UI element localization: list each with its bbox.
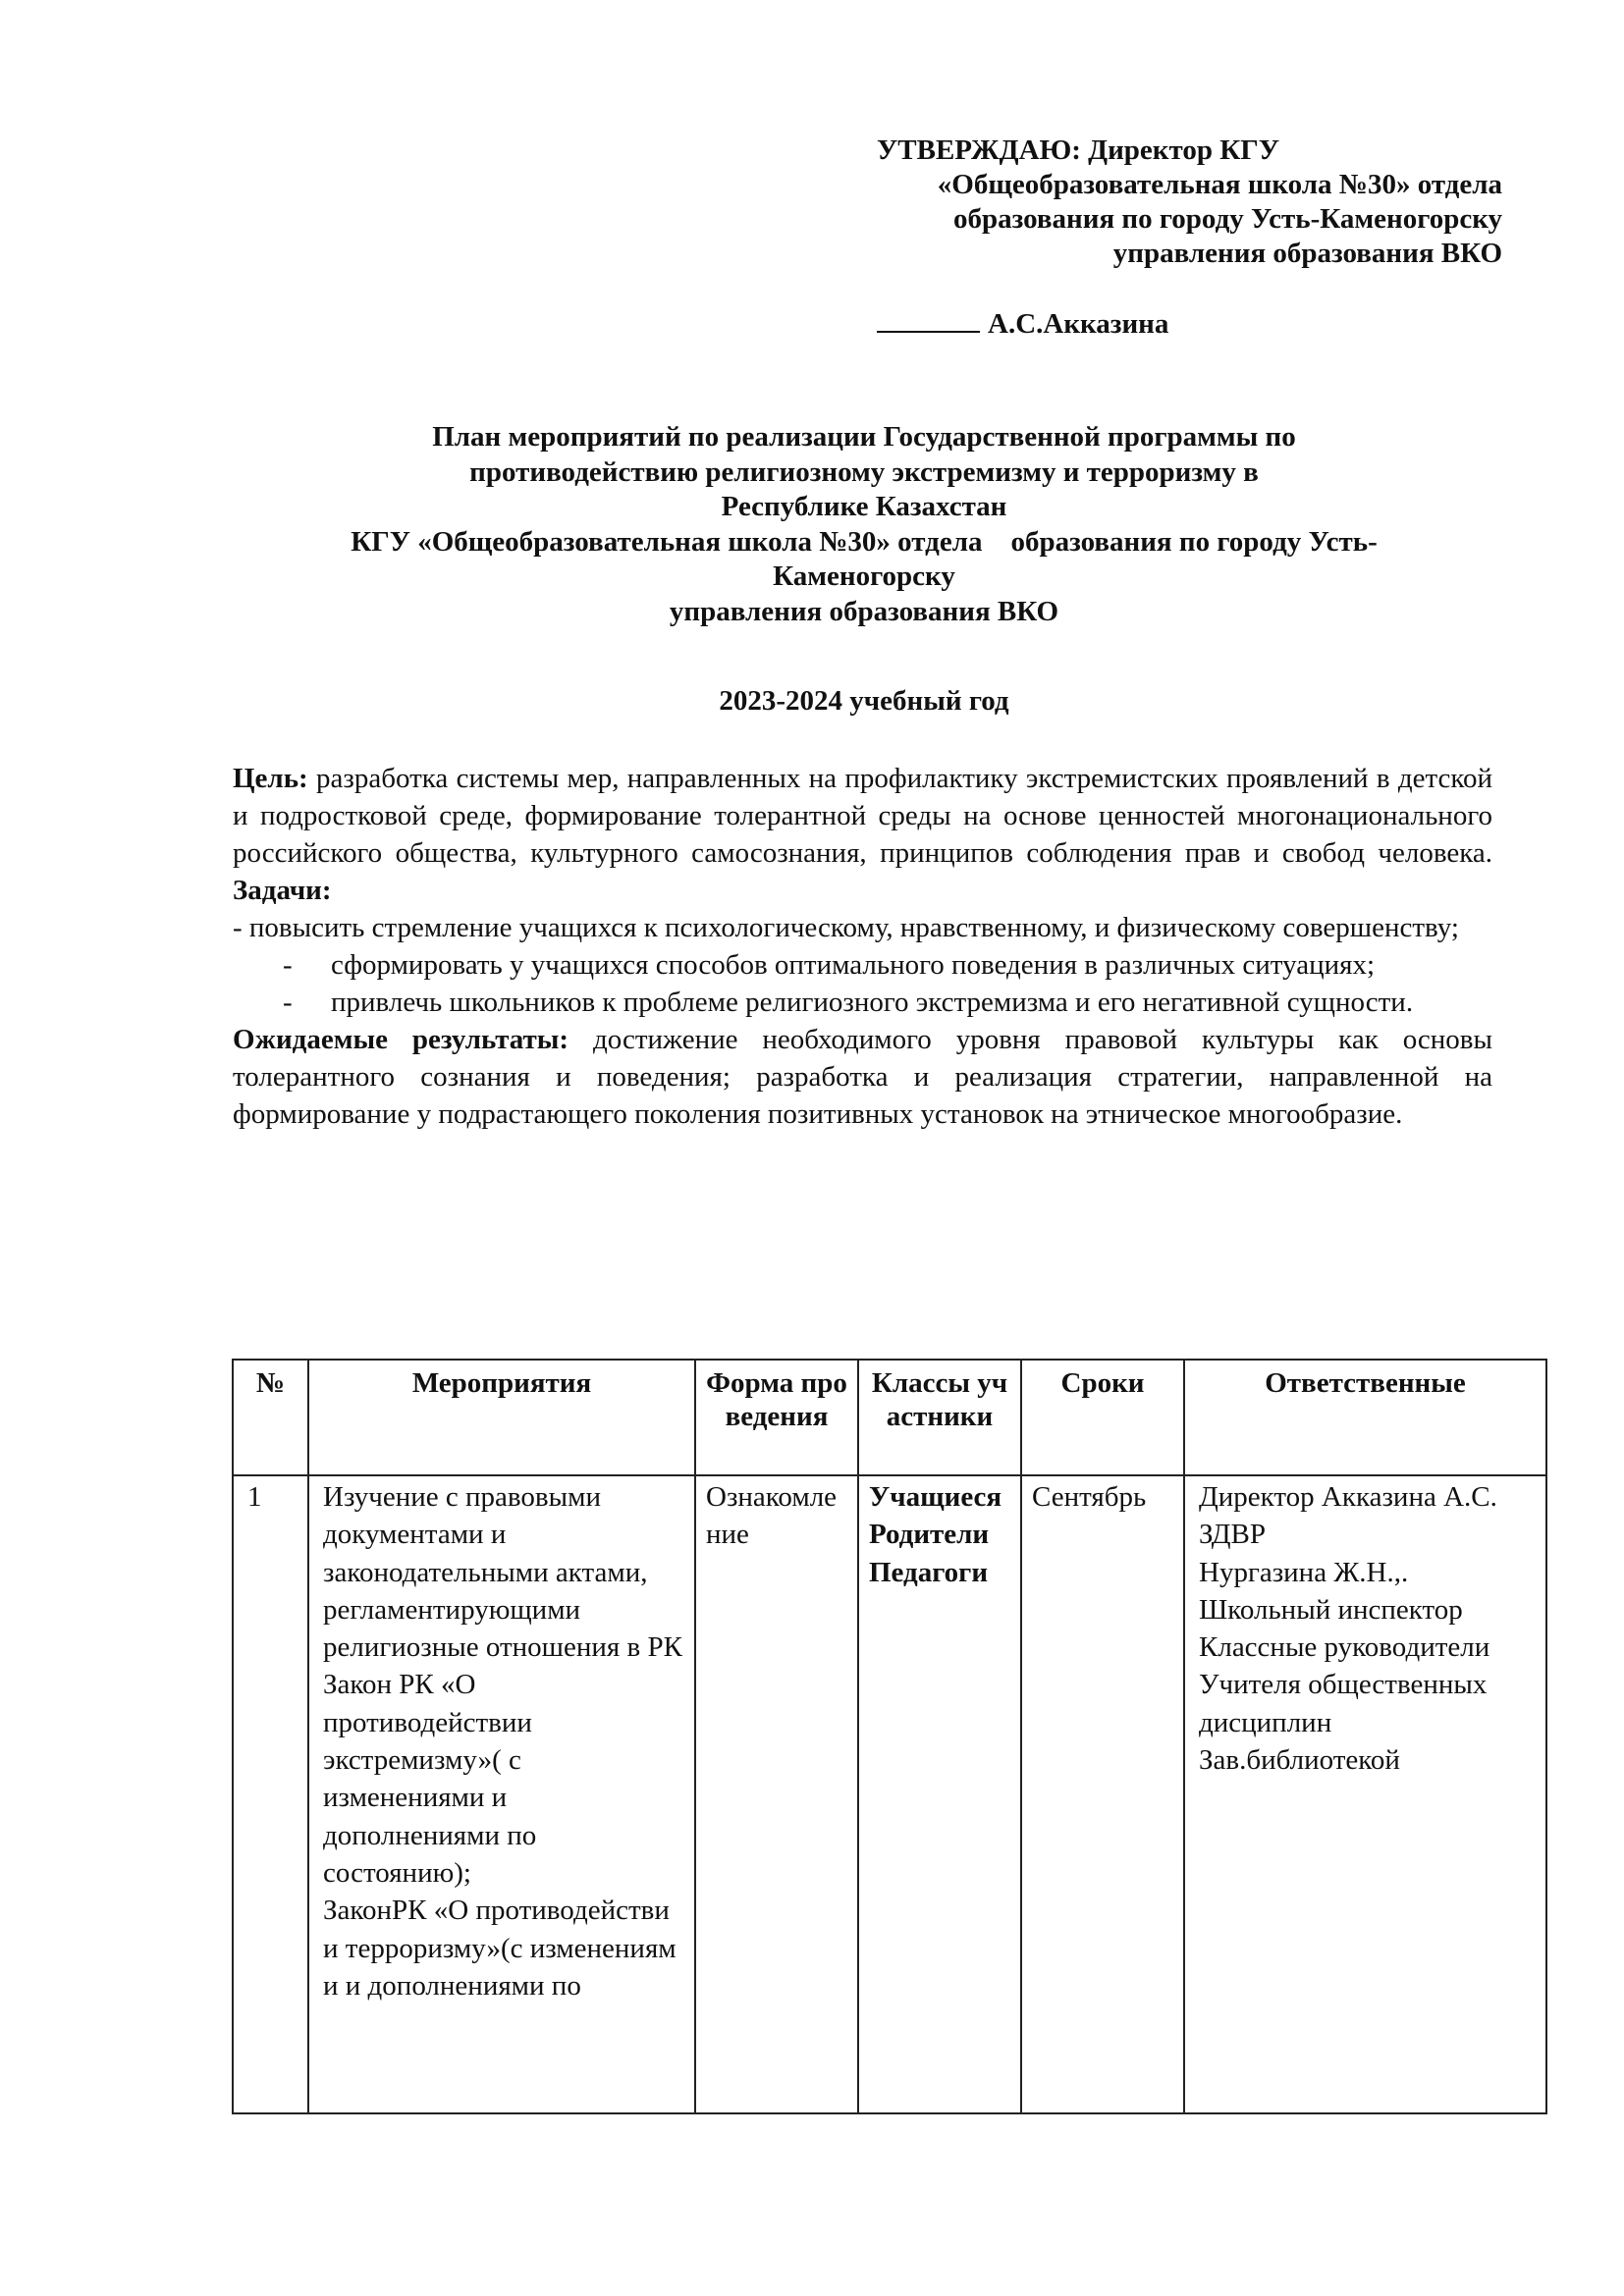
dash-bullet-icon: -: [283, 949, 293, 981]
results-paragraph: [233, 1021, 1492, 1133]
dash-bullet-icon: -: [283, 987, 293, 1018]
academic-year: 2023-2024 учебный год: [719, 685, 1009, 717]
header-activity: Мероприятия: [308, 1360, 695, 1475]
header-form: Форма проведения: [695, 1360, 858, 1475]
document-body: [233, 760, 1492, 1133]
cell-responsible: Директор Акказина А.С. ЗДВР Нургазина Ж.Н.,. Школьный инспектор Классные руководители Учителя общественных дисциплин Зав.библиотекой: [1184, 1475, 1546, 2113]
title-line: управления образования ВКО: [669, 595, 1059, 627]
tasks-label: Задачи:: [233, 875, 332, 906]
document-title: [226, 420, 1502, 629]
header-num: №: [233, 1360, 308, 1475]
task-item: - привлечь школьников к проблеме религиозного экстремизма и его негативной сущности.: [233, 984, 1492, 1021]
goal-label: Цель:: [233, 763, 308, 794]
approval-block: [864, 133, 1502, 271]
results-text: достижение необходимого уровня правовой культуры как основы толерантного сознания и поведения; разработка и реализация стратегии, направленной на формирование у подрастающего поколения позитивных установок на этническое многообразие.: [233, 1024, 1492, 1130]
cell-form: Ознакомление: [695, 1475, 858, 2113]
table-row: [233, 1475, 1546, 2113]
signature-blank: [877, 307, 980, 333]
task-item-first: - повысить стремление учащихся к психологическому, нравственному, и физическому совершенству;: [233, 912, 1459, 943]
tasks-list: [233, 946, 1492, 1021]
header-responsible: Ответственные: [1184, 1360, 1546, 1475]
title-line: План мероприятий по реализации Государственной программы по: [432, 421, 1296, 453]
header-participants: Классы участники: [858, 1360, 1021, 1475]
approval-line: управления образования ВКО: [1112, 238, 1502, 269]
cell-deadline: Сентябрь: [1021, 1475, 1184, 2113]
title-line: КГУ «Общеобразовательная школа №30» отдела образования по городу Усть-: [351, 525, 1378, 558]
plan-table: [232, 1359, 1547, 2114]
title-line: Каменогорску: [773, 561, 955, 592]
approval-line: УТВЕРЖДАЮ: Директор КГУ: [877, 134, 1280, 166]
cell-activity: Изучение с правовыми документами и законодательными актами, регламентирующими религиозные отношения в РК Закон РК «О противодействии экстремизму»( с изменениями и дополнениями по состоянию); ЗаконРК «О противодействии терроризму»(с изменениями и дополнениями по: [308, 1475, 695, 2113]
cell-participants: Учащиеся Родители Педагоги: [858, 1475, 1021, 2113]
title-line: Республике Казахстан: [721, 491, 1007, 522]
approval-line: «Общеобразовательная школа №30» отдела: [937, 169, 1502, 200]
table-header-row: [233, 1360, 1546, 1475]
cell-num: 1: [233, 1475, 308, 2113]
signature-line: [877, 307, 1168, 342]
task-item: - сформировать у учащихся способов оптимального поведения в различных ситуациях;: [233, 946, 1492, 984]
approval-line: образования по городу Усть-Каменогорску: [952, 203, 1502, 235]
signatory-name: А.С.Акказина: [988, 308, 1169, 340]
goal-text: разработка системы мер, направленных на профилактику экстремистских проявлений в детской и подростковой среде, формирование толерантной среды на основе ценностей многонационального российского общества, культурного самосознания, принципов соблюдения прав и свобод человека.: [233, 763, 1492, 869]
title-line: противодействию религиозному экстремизму и терроризму в: [469, 455, 1259, 488]
results-label: Ожидаемые результаты:: [233, 1024, 569, 1055]
goal-paragraph: [233, 760, 1492, 872]
header-deadline: Сроки: [1021, 1360, 1184, 1475]
